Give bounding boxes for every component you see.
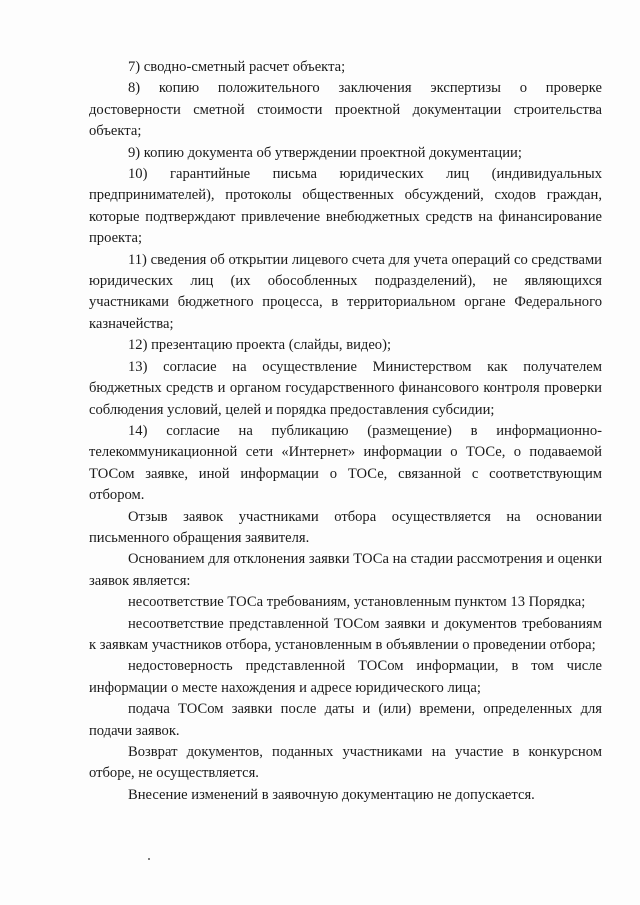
paragraph-ground-documents: несоответствие представленной ТОСом заявки и документов требованиям к заявкам участников отбора, установленным в объявлении о проведении отбора; [89,615,602,653]
paragraph-ground-late-submission: подача ТОСом заявки после даты и (или) времени, определенных для подачи заявок. [89,701,602,739]
paragraph-item-11: 11) сведения об открытии лицевого счета для учета операций со средствами юридических лиц (их обособленных подразделений), не являющихся участниками бюджетного процесса, в территориальном органе Федерального казначейства; [89,251,602,332]
paragraph-item-7: 7) сводно-сметный расчет объекта; [128,59,346,75]
paragraph-no-changes: Внесение изменений в заявочную документацию не допускается. [128,786,535,803]
paragraph-ground-noncompliance: несоответствие ТОСа требованиям, установленным пунктом 13 Порядка; [128,594,586,611]
paragraph-item-8: 8) копию положительного заключения экспертизы о проверке достоверности сметной стоимости проектной документации строительства объекта; [89,80,602,140]
paragraph-withdrawal: Отзыв заявок участниками отбора осуществляется на основании письменного обращения заявителя. [89,508,602,546]
paragraph-no-return: Возврат документов, поданных участниками на участие в конкурсном отборе, не осуществляется. [89,744,602,782]
paragraph-ground-unreliable-info: недостоверность представленной ТОСом информации, в том числе информации о месте нахождения и адресе юридического лица; [89,658,602,696]
paragraph-item-13: 13) согласие на осуществление Министерством как получателем бюджетных средств и органом государственного финансового контроля проверки соблюдения условий, целей и порядка предоставления субсидии; [89,358,602,418]
paragraph-item-9: 9) копию документа об утверждении проектной документации; [128,144,522,161]
paragraph-rejection-grounds: Основанием для отклонения заявки ТОСа на стадии рассмотрения и оценки заявок является: [89,551,602,589]
scan-speck [148,858,150,860]
paragraph-item-14: 14) согласие на публикацию (размещение) в информационно-телекоммуникационной сети «Интернет» информации о ТОСе, о подаваемой ТОСом заявке, иной информации о ТОСе, связанной с соответствующим отбором. [89,422,602,504]
paragraph-item-12: 12) презентацию проекта (слайды, видео); [128,337,392,354]
paragraph-item-10: 10) гарантийные письма юридических лиц (индивидуальных предпринимателей), протоколы общественных обсуждений, сходов граждан, которые подтверждают привлечение внебюджетных средств на финансирование проекта; [89,166,602,247]
